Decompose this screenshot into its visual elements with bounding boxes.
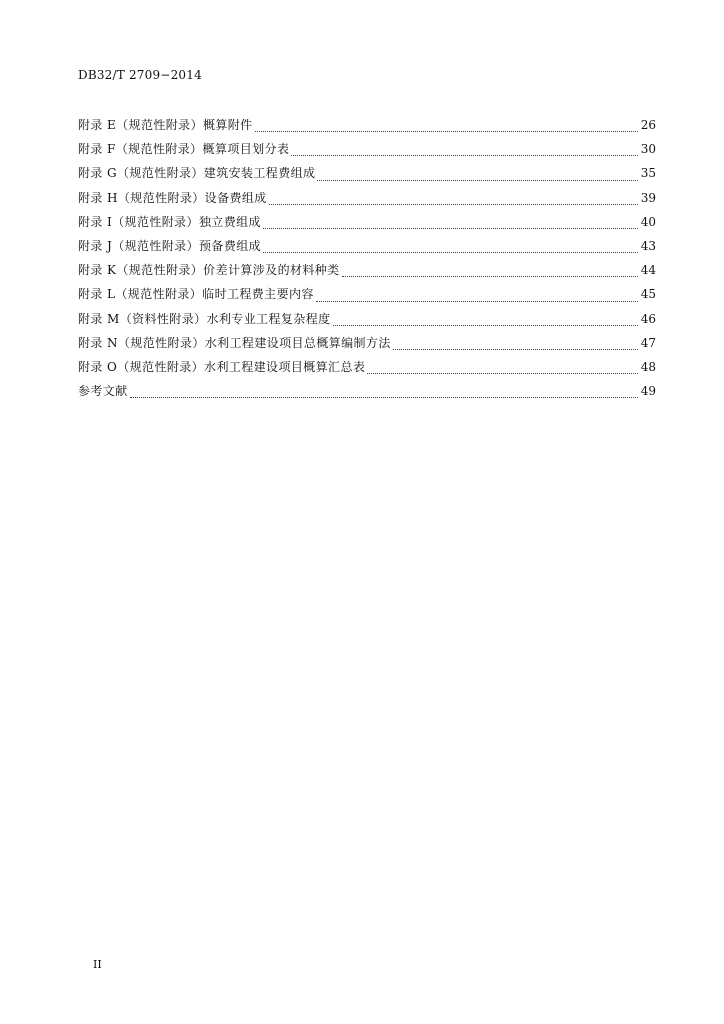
toc-entry-appendix-o[interactable]	[78, 359, 656, 383]
toc-leader-dots	[367, 372, 638, 374]
toc-leader-dots	[316, 300, 638, 302]
toc-leader-dots	[317, 179, 638, 181]
toc-leader-dots	[263, 227, 638, 229]
toc-entry-title: 附录 M（资料性附录）水利专业工程复杂程度	[78, 311, 331, 326]
toc-entry-title: 附录 F（规范性附录）概算项目划分表	[78, 142, 290, 157]
toc-entry-appendix-i[interactable]	[78, 214, 656, 238]
table-of-contents	[78, 117, 656, 407]
toc-entry-title: 附录 K（规范性附录）价差计算涉及的材料种类	[78, 263, 340, 278]
toc-entry-page: 40	[640, 214, 656, 229]
toc-entry-title: 附录 L（规范性附录）临时工程费主要内容	[78, 287, 314, 302]
toc-leader-dots	[255, 130, 638, 132]
toc-entry-page: 39	[640, 190, 656, 205]
toc-entry-title: 附录 N（规范性附录）水利工程建设项目总概算编制方法	[78, 335, 391, 350]
toc-entry-appendix-f[interactable]	[78, 141, 656, 165]
toc-entry-page: 35	[640, 166, 656, 181]
toc-entry-appendix-n[interactable]	[78, 335, 656, 359]
toc-entry-page: 44	[640, 263, 656, 278]
toc-entry-appendix-h[interactable]	[78, 190, 656, 214]
toc-entry-appendix-g[interactable]	[78, 165, 656, 189]
toc-entry-title: 附录 E（规范性附录）概算附件	[78, 118, 253, 132]
page-number: II	[93, 958, 102, 971]
toc-entry-title: 附录 G（规范性附录）建筑安装工程费组成	[78, 166, 316, 181]
toc-entry-appendix-e[interactable]	[78, 117, 656, 141]
toc-entry-references[interactable]	[78, 383, 656, 407]
toc-leader-dots	[342, 275, 638, 277]
toc-leader-dots	[333, 324, 638, 326]
toc-leader-dots	[130, 396, 638, 398]
toc-entry-title: 附录 J（规范性附录）预备费组成	[78, 238, 262, 253]
toc-leader-dots	[269, 203, 638, 205]
toc-entry-title: 附录 O（规范性附录）水利工程建设项目概算汇总表	[78, 359, 366, 374]
toc-entry-appendix-k[interactable]	[78, 262, 656, 286]
toc-entry-page: 47	[640, 335, 656, 350]
toc-entry-title: 附录 I（规范性附录）独立费组成	[78, 214, 261, 229]
toc-entry-appendix-l[interactable]	[78, 286, 656, 310]
toc-entry-page: 49	[640, 384, 656, 399]
document-code: DB32/T 2709−2014	[78, 68, 202, 82]
toc-entry-page: 30	[640, 142, 656, 157]
toc-entry-appendix-m[interactable]	[78, 311, 656, 335]
toc-entry-page: 43	[640, 238, 656, 253]
toc-entry-page: 45	[640, 287, 656, 302]
toc-leader-dots	[393, 348, 638, 350]
toc-entry-title: 附录 H（规范性附录）设备费组成	[78, 190, 267, 205]
toc-entry-title: 参考文献	[78, 384, 128, 399]
toc-entry-page: 46	[640, 311, 656, 326]
toc-leader-dots	[291, 154, 638, 156]
toc-leader-dots	[263, 251, 638, 253]
toc-entry-page: 48	[640, 359, 656, 374]
toc-entry-page: 26	[640, 118, 656, 132]
toc-entry-appendix-j[interactable]	[78, 238, 656, 262]
